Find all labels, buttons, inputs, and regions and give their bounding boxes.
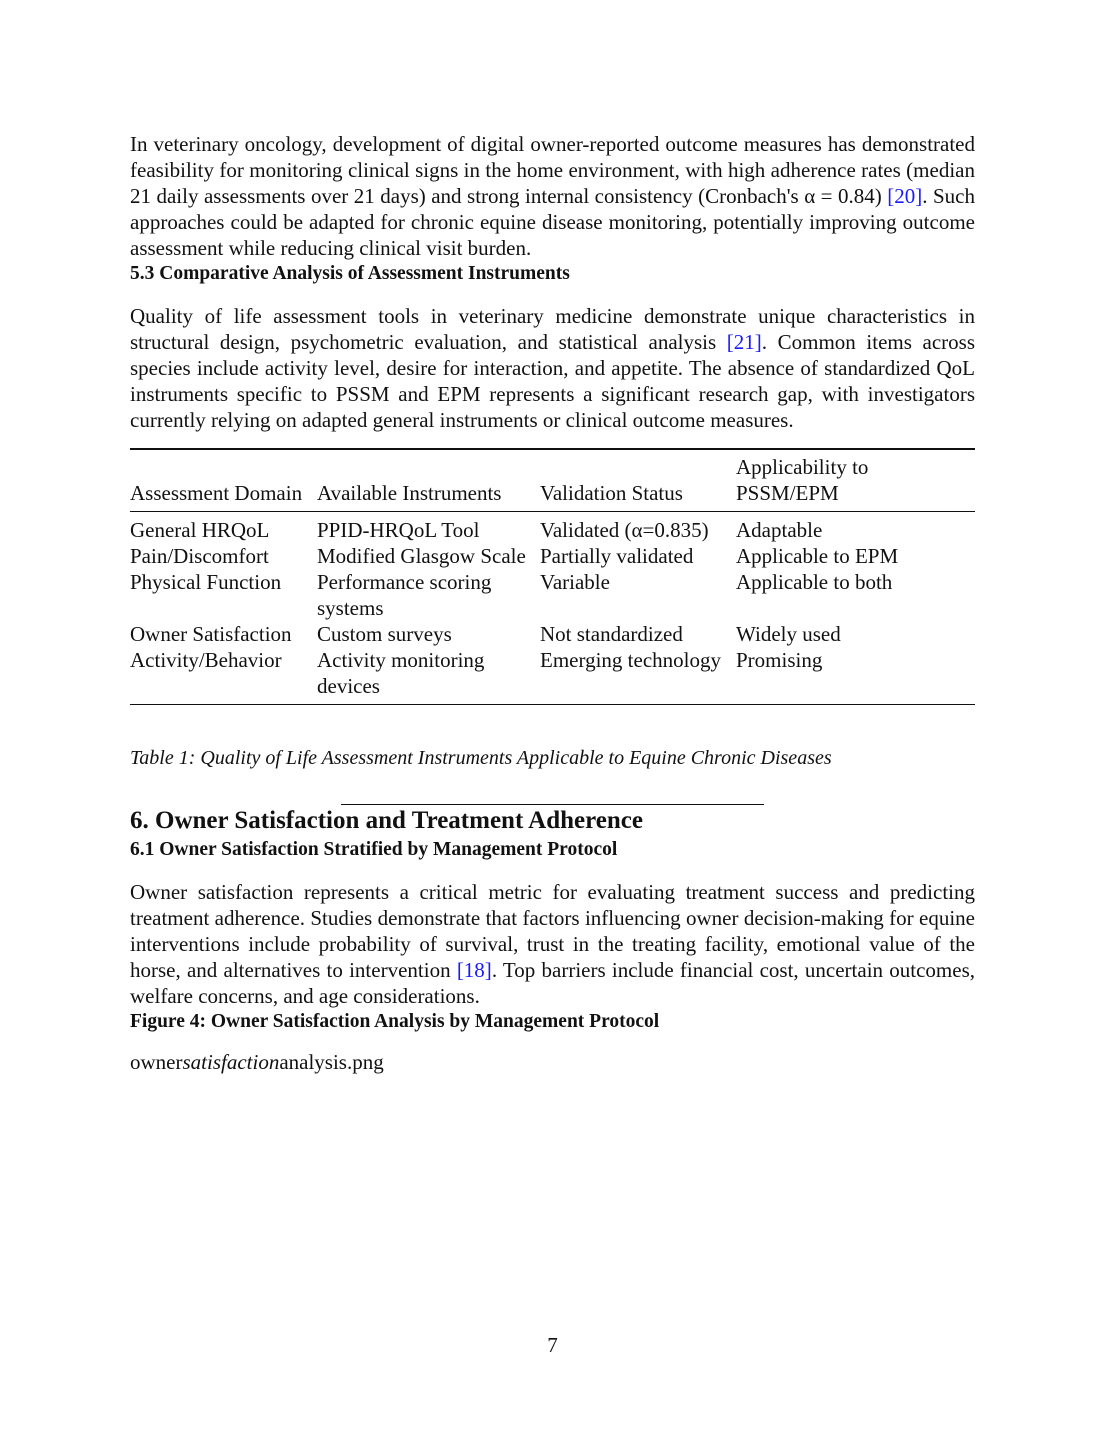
table-cell: Activity/Behavior — [130, 648, 282, 672]
citation-link-21[interactable]: [21] — [726, 330, 762, 354]
table-row — [130, 621, 975, 647]
paragraph-text: . Such approaches could be adapted for chronic equine disease monitoring, potentially improving outcome assessment while reducing clinical visit burden. — [130, 184, 976, 260]
document-page — [130, 131, 975, 1075]
table-cell: Activity monitoring devices — [317, 648, 485, 698]
table-cell: Performance scoring systems — [317, 570, 492, 620]
table-cell: Adaptable — [736, 518, 823, 542]
table-caption: Table 1: Quality of Life Assessment Instruments Applicable to Equine Chronic Diseases — [130, 747, 832, 769]
page-number: 7 — [547, 1333, 558, 1357]
table-cell: Partially validated — [540, 544, 694, 568]
table-cell: General HRQoL — [130, 518, 270, 542]
table-cell: Modified Glasgow Scale — [317, 544, 526, 568]
column-header-instruments: Available Instruments — [317, 481, 502, 505]
column-header-applicability: Applicability to PSSM/EPM — [736, 455, 869, 505]
filename-text-italic: satisfaction — [182, 1050, 280, 1074]
paragraph-oncology — [130, 131, 975, 261]
table-cell: Variable — [540, 570, 610, 594]
section-heading-6-1: 6.1 Owner Satisfaction Stratified by Management Protocol — [130, 839, 618, 860]
qol-instruments-table — [130, 448, 975, 705]
table-header-row — [130, 449, 975, 512]
paragraph-text: Quality of life assessment tools in veterinary medicine demonstrate unique characteristics in structural design, psychometric evaluation, and statistical analysis — [130, 304, 975, 354]
table-cell: Pain/Discomfort — [130, 544, 269, 568]
citation-link-18[interactable]: [18] — [456, 958, 492, 982]
figure-heading: Figure 4: Owner Satisfaction Analysis by Management Protocol — [130, 1011, 660, 1032]
table-cell: Widely used — [736, 622, 841, 646]
filename-text: owner — [130, 1050, 183, 1074]
table-cell: Promising — [736, 648, 823, 672]
filename-text: analysis.png — [279, 1050, 384, 1074]
table-row — [130, 512, 975, 544]
table-cell: Physical Function — [130, 570, 282, 594]
figure-filename-placeholder — [130, 1049, 975, 1075]
table-cell: Applicable to EPM — [736, 544, 899, 568]
table-cell: PPID-HRQoL Tool — [317, 518, 480, 542]
paragraph-comparative-analysis — [130, 303, 975, 433]
column-header-validation: Validation Status — [540, 481, 683, 505]
paragraph-text: . Common items across species include activity level, desire for interaction, and appetite. The absence of standardized QoL instruments specific to PSSM and EPM represents a significant research gap, with investigators currently relying on adapted general instruments or clinical outcome measures. — [130, 330, 975, 432]
paragraph-owner-satisfaction — [130, 879, 975, 1009]
column-header-domain: Assessment Domain — [130, 481, 303, 505]
table-cell: Owner Satisfaction — [130, 622, 292, 646]
table-cell: Applicable to both — [736, 570, 893, 594]
table-cell: Custom surveys — [317, 622, 452, 646]
table-cell: Not standardized — [540, 622, 683, 646]
paragraph-text: In veterinary oncology, development of digital owner-reported outcome measures has demonstrated feasibility for monitoring clinical signs in the home environment, with high adherence rates (median 21 daily assessments over 21 days) and strong internal consistency (Cronbach's α = 0.84) — [130, 132, 975, 208]
table-row — [130, 569, 975, 621]
table-row — [130, 543, 975, 569]
paragraph-text: Owner satisfaction represents a critical metric for evaluating treatment success and predicting treatment adherence. Studies demonstrate that factors influencing owner decision-making for equine interventions include probability of survival, trust in the treating facility, emotional value of the horse, and alternatives to intervention — [130, 880, 975, 982]
table-row — [130, 647, 975, 705]
table-cell: Validated (α=0.835) — [540, 518, 709, 542]
paragraph-text: . Top barriers include financial cost, uncertain outcomes, welfare concerns, and age considerations. — [130, 958, 975, 1008]
citation-link-20[interactable]: [20] — [887, 184, 923, 208]
section-heading-6: 6. Owner Satisfaction and Treatment Adherence — [130, 807, 643, 834]
section-divider — [341, 804, 764, 805]
table-cell: Emerging technology — [540, 648, 721, 672]
section-heading-5-3: 5.3 Comparative Analysis of Assessment Instruments — [130, 263, 570, 284]
